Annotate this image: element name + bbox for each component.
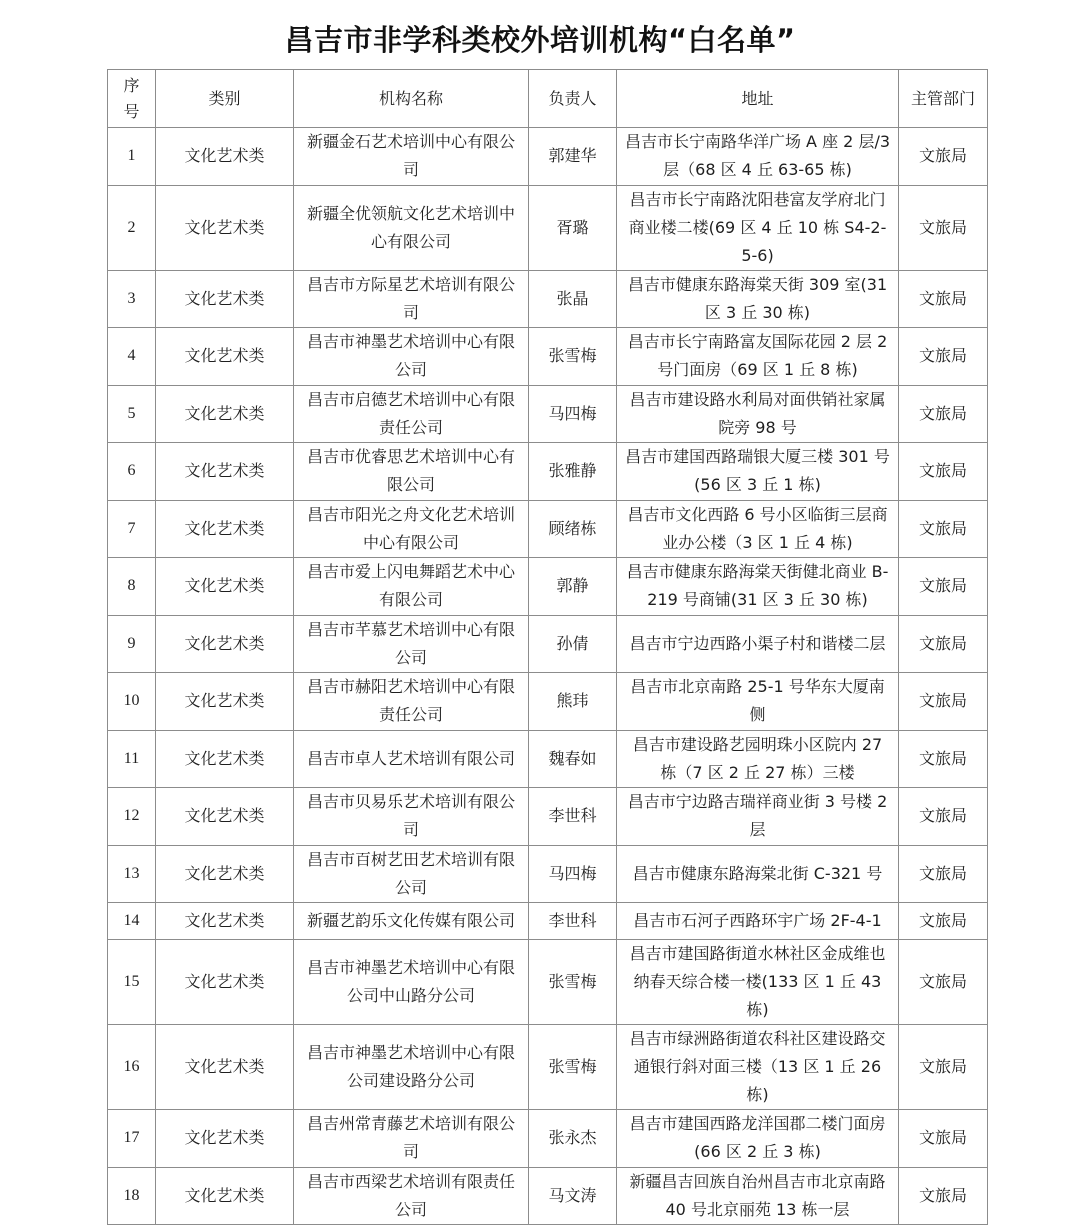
table-row: [108, 328, 988, 386]
cell-address: 昌吉市北京南路 25-1 号华东大厦南侧: [617, 673, 899, 731]
cell-address: 昌吉市健康东路海棠北街 C-321 号: [617, 845, 899, 903]
header-seq-line1: 序: [123, 75, 140, 95]
table-row: [108, 1025, 988, 1110]
cell-seq: 3: [108, 270, 156, 328]
cell-address: 昌吉市绿洲路街道农科社区建设路交通银行斜对面三楼（13 区 1 丘 26 栋): [617, 1025, 899, 1110]
cell-person: 马四梅: [529, 845, 617, 903]
cell-category: 文化艺术类: [156, 1110, 294, 1168]
cell-dept: 文旅局: [899, 730, 988, 788]
cell-address: 昌吉市健康东路海棠天街健北商业 B-219 号商铺(31 区 3 丘 30 栋): [617, 558, 899, 616]
cell-category: 文化艺术类: [156, 385, 294, 443]
cell-dept: 文旅局: [899, 1025, 988, 1110]
cell-address: 昌吉市建国西路瑞银大厦三楼 301 号 (56 区 3 丘 1 栋): [617, 443, 899, 501]
table-row: [108, 615, 988, 673]
cell-address: 昌吉市建国西路龙洋国郡二楼门面房 (66 区 2 丘 3 栋): [617, 1110, 899, 1168]
cell-category: 文化艺术类: [156, 730, 294, 788]
cell-person: 熊玮: [529, 673, 617, 731]
cell-address: 昌吉市石河子西路环宇广场 2F-4-1: [617, 903, 899, 940]
cell-seq: 18: [108, 1167, 156, 1225]
cell-org-name: 昌吉市赫阳艺术培训中心有限责任公司: [294, 673, 529, 731]
whitelist-table: [107, 69, 988, 1225]
cell-category: 文化艺术类: [156, 443, 294, 501]
cell-seq: 17: [108, 1110, 156, 1168]
table-row: [108, 500, 988, 558]
cell-seq: 5: [108, 385, 156, 443]
cell-category: 文化艺术类: [156, 558, 294, 616]
cell-org-name: 昌吉市西梁艺术培训有限责任公司: [294, 1167, 529, 1225]
cell-seq: 10: [108, 673, 156, 731]
cell-person: 李世科: [529, 903, 617, 940]
table-row: [108, 128, 988, 186]
cell-address: 昌吉市长宁南路富友国际花园 2 层 2 号门面房（69 区 1 丘 8 栋): [617, 328, 899, 386]
table-row: [108, 1110, 988, 1168]
cell-category: 文化艺术类: [156, 903, 294, 940]
cell-org-name: 昌吉市神墨艺术培训中心有限公司: [294, 328, 529, 386]
cell-address: 昌吉市宁边西路小渠子村和谐楼二层: [617, 615, 899, 673]
table-row: [108, 558, 988, 616]
cell-org-name: 新疆金石艺术培训中心有限公司: [294, 128, 529, 186]
table-row: [108, 443, 988, 501]
table-row: [108, 845, 988, 903]
table-row: [108, 788, 988, 846]
cell-category: 文化艺术类: [156, 328, 294, 386]
cell-dept: 文旅局: [899, 128, 988, 186]
cell-seq: 9: [108, 615, 156, 673]
table-row: [108, 385, 988, 443]
cell-address: 昌吉市建设路艺园明珠小区院内 27 栋（7 区 2 丘 27 栋）三楼: [617, 730, 899, 788]
cell-category: 文化艺术类: [156, 940, 294, 1025]
cell-seq: 6: [108, 443, 156, 501]
cell-address: 昌吉市建设路水利局对面供销社家属院旁 98 号: [617, 385, 899, 443]
table-row: [108, 673, 988, 731]
cell-org-name: 昌吉市方际星艺术培训有限公司: [294, 270, 529, 328]
cell-address: 昌吉市建国路街道水林社区金成维也纳春天综合楼一楼(133 区 1 丘 43 栋): [617, 940, 899, 1025]
cell-category: 文化艺术类: [156, 845, 294, 903]
cell-person: 张永杰: [529, 1110, 617, 1168]
cell-seq: 13: [108, 845, 156, 903]
header-person: 负责人: [529, 70, 617, 128]
cell-org-name: 昌吉市卓人艺术培训有限公司: [294, 730, 529, 788]
header-seq: [108, 70, 156, 128]
cell-seq: 1: [108, 128, 156, 186]
cell-person: 张雪梅: [529, 940, 617, 1025]
cell-category: 文化艺术类: [156, 185, 294, 270]
cell-dept: 文旅局: [899, 1110, 988, 1168]
cell-category: 文化艺术类: [156, 788, 294, 846]
cell-seq: 2: [108, 185, 156, 270]
cell-dept: 文旅局: [899, 328, 988, 386]
cell-person: 张晶: [529, 270, 617, 328]
cell-org-name: 昌吉市爱上闪电舞蹈艺术中心有限公司: [294, 558, 529, 616]
cell-address: 昌吉市健康东路海棠天街 309 室(31 区 3 丘 30 栋): [617, 270, 899, 328]
header-seq-line2: 号: [123, 101, 140, 121]
cell-category: 文化艺术类: [156, 500, 294, 558]
cell-person: 马文涛: [529, 1167, 617, 1225]
cell-seq: 15: [108, 940, 156, 1025]
cell-org-name: 昌吉市贝易乐艺术培训有限公司: [294, 788, 529, 846]
header-address: 地址: [617, 70, 899, 128]
cell-dept: 文旅局: [899, 1167, 988, 1225]
cell-person: 孙倩: [529, 615, 617, 673]
cell-dept: 文旅局: [899, 500, 988, 558]
cell-dept: 文旅局: [899, 185, 988, 270]
cell-dept: 文旅局: [899, 903, 988, 940]
cell-address: 昌吉市文化西路 6 号小区临街三层商业办公楼（3 区 1 丘 4 栋): [617, 500, 899, 558]
cell-category: 文化艺术类: [156, 1025, 294, 1110]
header-category: 类别: [156, 70, 294, 128]
cell-dept: 文旅局: [899, 443, 988, 501]
cell-address: 新疆昌吉回族自治州昌吉市北京南路 40 号北京丽苑 13 栋一层: [617, 1167, 899, 1225]
cell-dept: 文旅局: [899, 558, 988, 616]
cell-address: 昌吉市长宁南路沈阳巷富友学府北门商业楼二楼(69 区 4 丘 10 栋 S4-2-5-6): [617, 185, 899, 270]
header-dept: 主管部门: [899, 70, 988, 128]
cell-person: 顾绪栋: [529, 500, 617, 558]
cell-person: 张雪梅: [529, 1025, 617, 1110]
table-row: [108, 1167, 988, 1225]
cell-dept: 文旅局: [899, 940, 988, 1025]
cell-org-name: 新疆艺韵乐文化传媒有限公司: [294, 903, 529, 940]
table-row: [108, 730, 988, 788]
cell-seq: 11: [108, 730, 156, 788]
cell-address: 昌吉市宁边路吉瑞祥商业街 3 号楼 2 层: [617, 788, 899, 846]
cell-category: 文化艺术类: [156, 128, 294, 186]
cell-person: 张雪梅: [529, 328, 617, 386]
cell-org-name: 昌吉市百树艺田艺术培训有限公司: [294, 845, 529, 903]
cell-dept: 文旅局: [899, 788, 988, 846]
cell-seq: 16: [108, 1025, 156, 1110]
cell-seq: 4: [108, 328, 156, 386]
cell-person: 郭建华: [529, 128, 617, 186]
table-row: [108, 940, 988, 1025]
cell-org-name: 昌吉市神墨艺术培训中心有限公司中山路分公司: [294, 940, 529, 1025]
cell-dept: 文旅局: [899, 673, 988, 731]
cell-dept: 文旅局: [899, 270, 988, 328]
cell-org-name: 昌吉市启德艺术培训中心有限责任公司: [294, 385, 529, 443]
cell-dept: 文旅局: [899, 615, 988, 673]
header-row: [108, 70, 988, 128]
cell-address: 昌吉市长宁南路华洋广场 A 座 2 层/3 层（68 区 4 丘 63-65 栋): [617, 128, 899, 186]
cell-dept: 文旅局: [899, 385, 988, 443]
table-row: [108, 270, 988, 328]
cell-seq: 8: [108, 558, 156, 616]
cell-category: 文化艺术类: [156, 270, 294, 328]
cell-person: 李世科: [529, 788, 617, 846]
table-row: [108, 903, 988, 940]
cell-org-name: 昌吉市神墨艺术培训中心有限公司建设路分公司: [294, 1025, 529, 1110]
document-title: 昌吉市非学科类校外培训机构“白名单”: [284, 23, 796, 57]
cell-seq: 7: [108, 500, 156, 558]
cell-person: 魏春如: [529, 730, 617, 788]
cell-org-name: 昌吉市芊慕艺术培训中心有限公司: [294, 615, 529, 673]
cell-person: 张雅静: [529, 443, 617, 501]
header-org-name: 机构名称: [294, 70, 529, 128]
cell-seq: 14: [108, 903, 156, 940]
cell-org-name: 昌吉州常青藤艺术培训有限公司: [294, 1110, 529, 1168]
cell-seq: 12: [108, 788, 156, 846]
cell-category: 文化艺术类: [156, 1167, 294, 1225]
cell-org-name: 昌吉市优睿思艺术培训中心有限公司: [294, 443, 529, 501]
cell-person: 郭静: [529, 558, 617, 616]
table-row: [108, 185, 988, 270]
cell-dept: 文旅局: [899, 845, 988, 903]
cell-org-name: 新疆全优领航文化艺术培训中心有限公司: [294, 185, 529, 270]
cell-org-name: 昌吉市阳光之舟文化艺术培训中心有限公司: [294, 500, 529, 558]
cell-category: 文化艺术类: [156, 615, 294, 673]
cell-category: 文化艺术类: [156, 673, 294, 731]
cell-person: 胥璐: [529, 185, 617, 270]
cell-person: 马四梅: [529, 385, 617, 443]
